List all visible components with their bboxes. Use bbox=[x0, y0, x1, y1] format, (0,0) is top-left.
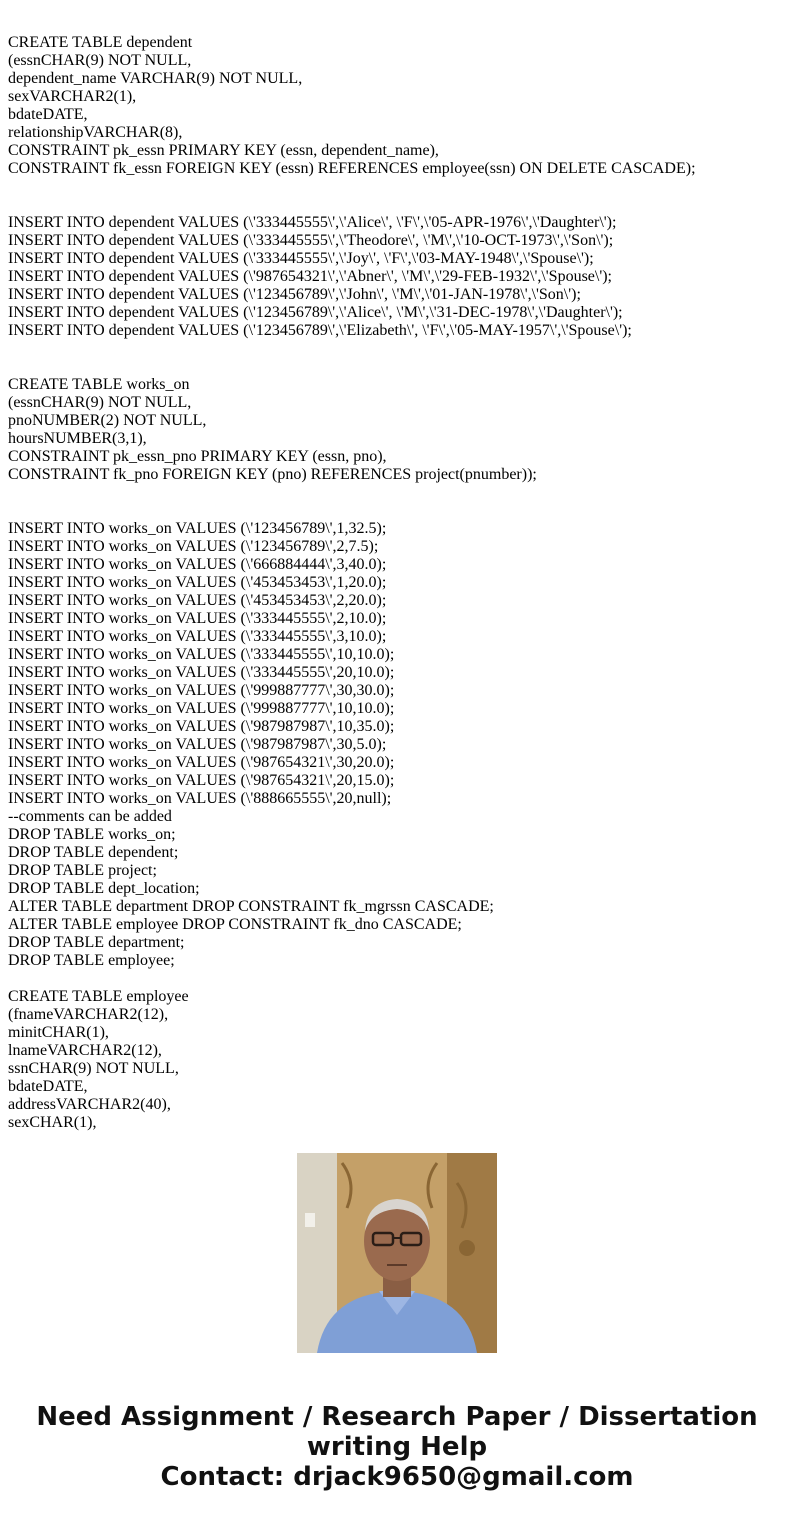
code-line: INSERT INTO dependent VALUES (\'333445555\',\'Joy\', \'F\',\'03-MAY-1948\',\'Spouse\'); bbox=[8, 250, 594, 267]
code-line: INSERT INTO works_on VALUES (\'987654321\',20,15.0); bbox=[8, 772, 395, 789]
code-line: INSERT INTO works_on VALUES (\'987654321\',30,20.0); bbox=[8, 754, 395, 771]
code-line: CREATE TABLE works_on bbox=[8, 376, 190, 393]
code-line: CONSTRAINT fk_essn FOREIGN KEY (essn) REFERENCES employee(ssn) ON DELETE CASCADE); bbox=[8, 160, 696, 177]
code-line: addressVARCHAR2(40), bbox=[8, 1096, 171, 1113]
code-line: DROP TABLE dependent; bbox=[8, 844, 179, 861]
promo-line-2: writing Help bbox=[306, 1432, 488, 1462]
code-line: INSERT INTO works_on VALUES (\'333445555\',20,10.0); bbox=[8, 664, 395, 681]
code-line: INSERT INTO works_on VALUES (\'888665555\',20,null); bbox=[8, 790, 392, 807]
code-line: pnoNUMBER(2) NOT NULL, bbox=[8, 412, 207, 429]
code-line: ssnCHAR(9) NOT NULL, bbox=[8, 1060, 179, 1077]
code-line: sexCHAR(1), bbox=[8, 1114, 97, 1131]
code-line: relationshipVARCHAR(8), bbox=[8, 124, 183, 141]
code-line: ALTER TABLE employee DROP CONSTRAINT fk_dno CASCADE; bbox=[8, 916, 462, 933]
blank-line bbox=[8, 178, 788, 196]
blank-line bbox=[8, 484, 788, 502]
code-line: lnameVARCHAR2(12), bbox=[8, 1042, 162, 1059]
code-line: INSERT INTO works_on VALUES (\'453453453\',1,20.0); bbox=[8, 574, 387, 591]
code-line: CREATE TABLE dependent bbox=[8, 34, 193, 51]
blank-line bbox=[8, 340, 788, 358]
blank-line bbox=[8, 502, 788, 520]
code-line: INSERT INTO dependent VALUES (\'123456789\',\'Alice\', \'M\',\'31-DEC-1978\',\'Daughter\'); bbox=[8, 304, 623, 321]
code-line: INSERT INTO works_on VALUES (\'999887777\',10,10.0); bbox=[8, 700, 395, 717]
code-line: INSERT INTO works_on VALUES (\'123456789\',2,7.5); bbox=[8, 538, 379, 555]
code-line: DROP TABLE employee; bbox=[8, 952, 175, 969]
code-line: bdateDATE, bbox=[8, 1078, 88, 1095]
code-line: INSERT INTO works_on VALUES (\'666884444\',3,40.0); bbox=[8, 556, 387, 573]
code-line: dependent_name VARCHAR(9) NOT NULL, bbox=[8, 70, 303, 87]
code-line: ALTER TABLE department DROP CONSTRAINT fk_mgrssn CASCADE; bbox=[8, 898, 494, 915]
code-line: INSERT INTO dependent VALUES (\'333445555\',\'Alice\', \'F\',\'05-APR-1976\',\'Daughter\'); bbox=[8, 214, 617, 231]
blank-line bbox=[8, 970, 788, 988]
author-avatar bbox=[297, 1153, 497, 1353]
code-line: minitCHAR(1), bbox=[8, 1024, 109, 1041]
code-line: INSERT INTO dependent VALUES (\'123456789\',\'John\', \'M\',\'01-JAN-1978\',\'Son\'); bbox=[8, 286, 581, 303]
code-line: INSERT INTO dependent VALUES (\'123456789\',\'Elizabeth\', \'F\',\'05-MAY-1957\',\'Spouse\'); bbox=[8, 322, 632, 339]
promo-banner bbox=[0, 1402, 794, 1492]
code-line: (fnameVARCHAR2(12), bbox=[8, 1006, 169, 1023]
code-line: DROP TABLE project; bbox=[8, 862, 157, 879]
code-line: bdateDATE, bbox=[8, 106, 88, 123]
promo-line-1: Need Assignment / Research Paper / Dissertation bbox=[36, 1402, 758, 1432]
code-line: INSERT INTO works_on VALUES (\'333445555\',10,10.0); bbox=[8, 646, 395, 663]
code-line: hoursNUMBER(3,1), bbox=[8, 430, 147, 447]
code-line: DROP TABLE dept_location; bbox=[8, 880, 200, 897]
blank-line bbox=[8, 196, 788, 214]
code-line: --comments can be added bbox=[8, 808, 172, 825]
code-line: INSERT INTO works_on VALUES (\'987987987\',10,35.0); bbox=[8, 718, 395, 735]
code-line: INSERT INTO works_on VALUES (\'123456789\',1,32.5); bbox=[8, 520, 387, 537]
code-line: CREATE TABLE employee bbox=[8, 988, 189, 1005]
author-portrait-image bbox=[297, 1153, 497, 1353]
promo-contact-line: Contact: drjack9650@gmail.com bbox=[160, 1462, 634, 1492]
code-line: INSERT INTO dependent VALUES (\'333445555\',\'Theodore\', \'M\',\'10-OCT-1973\',\'Son\'); bbox=[8, 232, 614, 249]
code-line: (essnCHAR(9) NOT NULL, bbox=[8, 394, 192, 411]
code-line: INSERT INTO dependent VALUES (\'987654321\',\'Abner\', \'M\',\'29-FEB-1932\',\'Spouse\'); bbox=[8, 268, 612, 285]
code-line: INSERT INTO works_on VALUES (\'987987987\',30,5.0); bbox=[8, 736, 387, 753]
code-line: INSERT INTO works_on VALUES (\'333445555\',2,10.0); bbox=[8, 610, 387, 627]
code-line: DROP TABLE department; bbox=[8, 934, 185, 951]
blank-line bbox=[8, 358, 788, 376]
code-line: sexVARCHAR2(1), bbox=[8, 88, 137, 105]
code-line: CONSTRAINT pk_essn_pno PRIMARY KEY (essn, pno), bbox=[8, 448, 387, 465]
code-line: (essnCHAR(9) NOT NULL, bbox=[8, 52, 192, 69]
sql-code-block bbox=[8, 34, 788, 1131]
code-line: DROP TABLE works_on; bbox=[8, 826, 176, 843]
code-line: CONSTRAINT pk_essn PRIMARY KEY (essn, dependent_name), bbox=[8, 142, 439, 159]
code-line: CONSTRAINT fk_pno FOREIGN KEY (pno) REFERENCES project(pnumber)); bbox=[8, 466, 537, 483]
code-line: INSERT INTO works_on VALUES (\'333445555\',3,10.0); bbox=[8, 628, 387, 645]
code-line: INSERT INTO works_on VALUES (\'999887777\',30,30.0); bbox=[8, 682, 395, 699]
code-line: INSERT INTO works_on VALUES (\'453453453\',2,20.0); bbox=[8, 592, 387, 609]
